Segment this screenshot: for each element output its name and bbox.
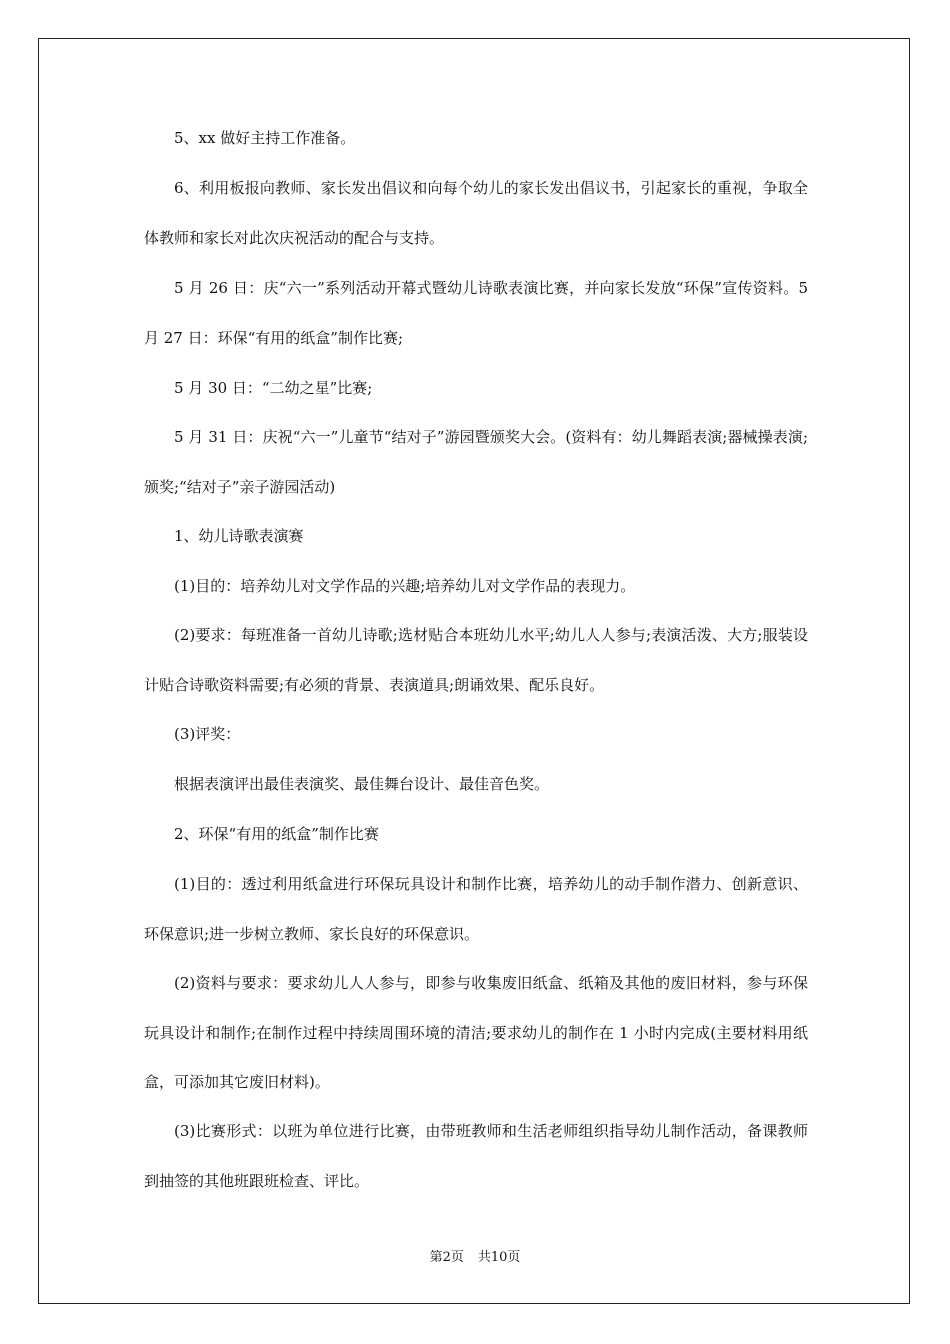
paragraph: (2)资料与要求：要求幼儿人人参与，即参与收集废旧纸盒、纸箱及其他的废旧材料，参与环保玩具设计和制作;在制作过程中持续周围环境的清洁;要求幼儿的制作在 1 小时内完成(主要材料用纸盒，可添加其它废旧材料)。 [144,974,808,1091]
page-number: 第2页 [429,1250,464,1265]
paragraph: 5、xx 做好主持工作准备。 [174,129,356,147]
paragraph: (3)比赛形式：以班为单位进行比赛，由带班教师和生活老师组织指导幼儿制作活动，备课教师到抽签的其他班跟班检查、评比。 [144,1122,808,1190]
paragraph: 5 月 30 日：“二幼之星”比赛; [174,379,373,397]
section-heading: 2、环保“有用的纸盒”制作比赛 [174,825,379,843]
paragraph: (2)要求：每班准备一首幼儿诗歌;选材贴合本班幼儿水平;幼儿人人参与;表演活泼、大方;服装设计贴合诗歌资料需要;有必须的背景、表演道具;朗诵效果、配乐良好。 [144,626,808,694]
page-total: 共10页 [477,1250,521,1265]
paragraph: (1)目的：培养幼儿对文学作品的兴趣;培养幼儿对文学作品的表现力。 [174,577,636,595]
section-heading: 1、幼儿诗歌表演赛 [174,527,304,545]
paragraph: 6、利用板报向教师、家长发出倡议和向每个幼儿的家长发出倡议书，引起家长的重视，争取全体教师和家长对此次庆祝活动的配合与支持。 [144,179,808,247]
paragraph: (1)目的：透过利用纸盒进行环保玩具设计和制作比赛，培养幼儿的动手制作潜力、创新意识、环保意识;进一步树立教师、家长良好的环保意识。 [144,875,808,943]
paragraph: 5 月 31 日：庆祝“六一”儿童节“结对子”游园暨颁奖大会。(资料有：幼儿舞蹈表演;器械操表演;颁奖;“结对子”亲子游园活动) [144,428,808,496]
page-footer [0,1246,950,1265]
paragraph: (3)评奖： [174,725,241,743]
paragraph: 5 月 26 日：庆“六一”系列活动开幕式暨幼儿诗歌表演比赛，并向家长发放“环保”宣传资料。5 月 27 日：环保“有用的纸盒”制作比赛; [144,279,808,347]
paragraph: 根据表演评出最佳表演奖、最佳舞台设计、最佳音色奖。 [174,775,550,793]
